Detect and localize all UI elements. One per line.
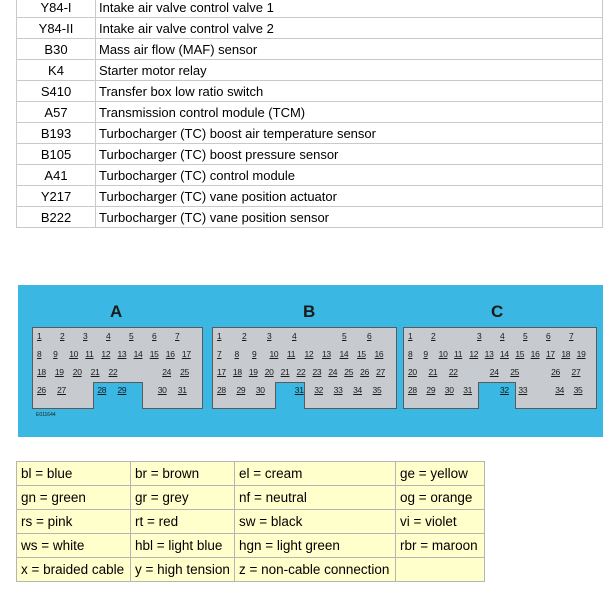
connector-pin: 19 xyxy=(576,349,586,359)
connector-pin: 10 xyxy=(269,349,279,359)
connector-pin: 33 xyxy=(518,385,528,395)
connector-pin: 26 xyxy=(360,367,370,377)
component-row xyxy=(17,144,603,165)
connector-pin: 7 xyxy=(217,349,222,359)
connector-pin: 14 xyxy=(133,349,143,359)
connector-pin: 12 xyxy=(469,349,479,359)
component-row xyxy=(17,165,603,186)
connector-pin: 26 xyxy=(551,367,560,377)
connector-pin: 5 xyxy=(129,331,134,341)
connector-pin: 12 xyxy=(101,349,111,359)
connector-pin: 35 xyxy=(573,385,583,395)
component-code: B105 xyxy=(17,144,96,165)
connector-pin: 2 xyxy=(431,331,436,341)
connector-b-label: B xyxy=(303,302,316,321)
legend-row xyxy=(17,510,485,534)
connector-pin: 30 xyxy=(255,385,265,395)
connector-pin: 9 xyxy=(252,349,257,359)
connector-pin: 14 xyxy=(339,349,349,359)
connector-pin: 25 xyxy=(180,367,189,377)
connector-pin: 16 xyxy=(374,349,384,359)
component-description: Transmission control module (TCM) xyxy=(96,102,603,123)
legend-cell: rs = pink xyxy=(17,510,131,534)
component-table xyxy=(16,0,603,228)
connector-pin: 29 xyxy=(236,385,246,395)
connector-pin: 21 xyxy=(280,367,290,377)
legend-cell: bl = blue xyxy=(17,462,131,486)
connector-pin: 10 xyxy=(438,349,448,359)
connector-pin: 3 xyxy=(477,331,482,341)
legend-cell: sw = black xyxy=(234,510,395,534)
connector-pin: 9 xyxy=(53,349,58,359)
component-code: Y84-II xyxy=(17,18,96,39)
connector-pin: 11 xyxy=(85,349,94,359)
component-row xyxy=(17,207,603,228)
connector-pin: 33 xyxy=(333,385,343,395)
component-row xyxy=(17,81,603,102)
component-description: Transfer box low ratio switch xyxy=(96,81,603,102)
connector-pin: 24 xyxy=(489,367,499,377)
connector-pin: 27 xyxy=(376,367,385,377)
connector-pin: 21 xyxy=(90,367,100,377)
connector-pin: 17 xyxy=(546,349,555,359)
connector-pin: 27 xyxy=(571,367,581,377)
component-code: Y84-I xyxy=(17,0,96,18)
component-row xyxy=(17,186,603,207)
legend-cell: gn = green xyxy=(17,486,131,510)
connector-pin: 17 xyxy=(217,367,226,377)
legend-cell: x = braided cable xyxy=(17,558,131,582)
connector-pin: 1 xyxy=(37,331,42,341)
connector-pin: 7 xyxy=(569,331,574,341)
connector-pin: 8 xyxy=(234,349,239,359)
connector-pin: 18 xyxy=(37,367,46,377)
legend-cell: hbl = light blue xyxy=(131,534,235,558)
component-row xyxy=(17,18,603,39)
component-description: Intake air valve control valve 2 xyxy=(96,18,603,39)
connector-c xyxy=(403,327,597,409)
component-row xyxy=(17,39,603,60)
connector-pin: 13 xyxy=(484,349,494,359)
component-description: Turbocharger (TC) vane position actuator xyxy=(96,186,603,207)
component-row xyxy=(17,123,603,144)
connector-pin: 29 xyxy=(426,385,436,395)
legend-cell: nf = neutral xyxy=(234,486,395,510)
connector-pin: 28 xyxy=(97,385,107,395)
component-code: A57 xyxy=(17,102,96,123)
component-code: B222 xyxy=(17,207,96,228)
connector-pin: 7 xyxy=(175,331,180,341)
connector-pin: 18 xyxy=(232,367,242,377)
connector-pin: 5 xyxy=(342,331,347,341)
connector-pin: 25 xyxy=(510,367,520,377)
connector-pin: 21 xyxy=(428,367,438,377)
connector-pin: 14 xyxy=(500,349,509,359)
connector-pin: 27 xyxy=(57,385,66,395)
connector-pin: 19 xyxy=(248,367,258,377)
connector-pin: 8 xyxy=(37,349,42,359)
connector-pin: 11 xyxy=(454,349,463,359)
connector-b xyxy=(212,327,397,409)
connector-pin: 28 xyxy=(217,385,226,395)
component-row xyxy=(17,102,603,123)
connector-pin: 16 xyxy=(165,349,175,359)
connector-a-label: A xyxy=(110,302,123,321)
connector-pin: 4 xyxy=(106,331,111,341)
component-code: K4 xyxy=(17,60,96,81)
component-description: Starter motor relay xyxy=(96,60,603,81)
connector-pin: 20 xyxy=(264,367,274,377)
connector-pin: 20 xyxy=(408,367,417,377)
connector-pin: 32 xyxy=(500,385,509,395)
legend-cell: og = orange xyxy=(395,486,484,510)
connector-pin: 22 xyxy=(296,367,306,377)
legend-row xyxy=(17,462,485,486)
legend-cell: gr = grey xyxy=(131,486,235,510)
connector-pin: 15 xyxy=(357,349,366,359)
connector-pin: 30 xyxy=(157,385,167,395)
connector-pin: 10 xyxy=(69,349,79,359)
legend-row xyxy=(17,486,485,510)
connector-pin: 18 xyxy=(561,349,571,359)
connector-pin: 34 xyxy=(353,385,362,395)
component-code: B30 xyxy=(17,39,96,60)
connector-pin: 16 xyxy=(530,349,540,359)
connector-pin: 28 xyxy=(408,385,417,395)
connector-pin: 31 xyxy=(463,385,473,395)
component-code: B193 xyxy=(17,123,96,144)
connector-pin: 31 xyxy=(294,385,304,395)
connector-pin: 32 xyxy=(314,385,324,395)
component-code: Y217 xyxy=(17,186,96,207)
connector-pin: 22 xyxy=(108,367,118,377)
connector-pin: 24 xyxy=(162,367,172,377)
legend-cell xyxy=(395,558,484,582)
legend-row xyxy=(17,534,485,558)
connector-pin: 2 xyxy=(242,331,247,341)
connector-pin: 3 xyxy=(267,331,272,341)
connector-pin: 35 xyxy=(372,385,382,395)
component-description: Turbocharger (TC) vane position sensor xyxy=(96,207,603,228)
connector-pin: 22 xyxy=(448,367,458,377)
connector-pin: 15 xyxy=(515,349,525,359)
connector-pin: 11 xyxy=(287,349,296,359)
component-row xyxy=(17,60,603,81)
connector-pin: 12 xyxy=(304,349,314,359)
connector-pin: 8 xyxy=(408,349,413,359)
legend-cell: y = high tension xyxy=(131,558,235,582)
connector-pin: 9 xyxy=(423,349,428,359)
legend-cell: rbr = maroon xyxy=(395,534,484,558)
connector-pin: 25 xyxy=(344,367,354,377)
legend-cell: rt = red xyxy=(131,510,235,534)
legend-cell: z = non-cable connection xyxy=(234,558,395,582)
color-legend xyxy=(16,461,485,582)
connector-pin: 15 xyxy=(149,349,159,359)
legend-row xyxy=(17,558,485,582)
connector-pin: 13 xyxy=(322,349,331,359)
connector-diagram xyxy=(18,285,603,437)
connector-pin: 30 xyxy=(444,385,454,395)
connector-pin: 20 xyxy=(72,367,82,377)
connector-pin: 4 xyxy=(500,331,505,341)
connector-pin: 19 xyxy=(54,367,64,377)
connector-pin: 6 xyxy=(152,331,157,341)
connector-pin: 29 xyxy=(117,385,127,395)
connector-pin: 23 xyxy=(312,367,322,377)
connector-pin: 5 xyxy=(523,331,528,341)
connector-c-label: C xyxy=(491,302,504,321)
connector-a xyxy=(32,327,203,409)
legend-cell: hgn = light green xyxy=(234,534,395,558)
component-description: Mass air flow (MAF) sensor xyxy=(96,39,603,60)
part-number: E011644 xyxy=(36,412,56,418)
connector-pin: 1 xyxy=(408,331,413,341)
legend-cell: vi = violet xyxy=(395,510,484,534)
connector-pin: 1 xyxy=(217,331,222,341)
connector-pin: 34 xyxy=(555,385,565,395)
connector-pin: 31 xyxy=(177,385,187,395)
component-description: Turbocharger (TC) boost air temperature sensor xyxy=(96,123,603,144)
component-description: Intake air valve control valve 1 xyxy=(96,0,603,18)
connector-pin: 17 xyxy=(181,349,191,359)
connector-pin: 6 xyxy=(367,331,372,341)
component-code: A41 xyxy=(17,165,96,186)
component-row xyxy=(17,0,603,18)
connector-pin: 6 xyxy=(546,331,551,341)
component-code: S410 xyxy=(17,81,96,102)
legend-cell: ws = white xyxy=(17,534,131,558)
legend-cell: br = brown xyxy=(131,462,235,486)
component-description: Turbocharger (TC) boost pressure sensor xyxy=(96,144,603,165)
legend-cell: el = cream xyxy=(234,462,395,486)
connector-pin: 26 xyxy=(37,385,46,395)
legend-cell: ge = yellow xyxy=(395,462,484,486)
connector-pin: 13 xyxy=(117,349,127,359)
connector-pin: 24 xyxy=(328,367,338,377)
connector-pin: 4 xyxy=(292,331,297,341)
connector-notch xyxy=(478,382,516,409)
component-description: Turbocharger (TC) control module xyxy=(96,165,603,186)
connector-pin: 3 xyxy=(83,331,88,341)
connector-pin: 2 xyxy=(60,331,65,341)
